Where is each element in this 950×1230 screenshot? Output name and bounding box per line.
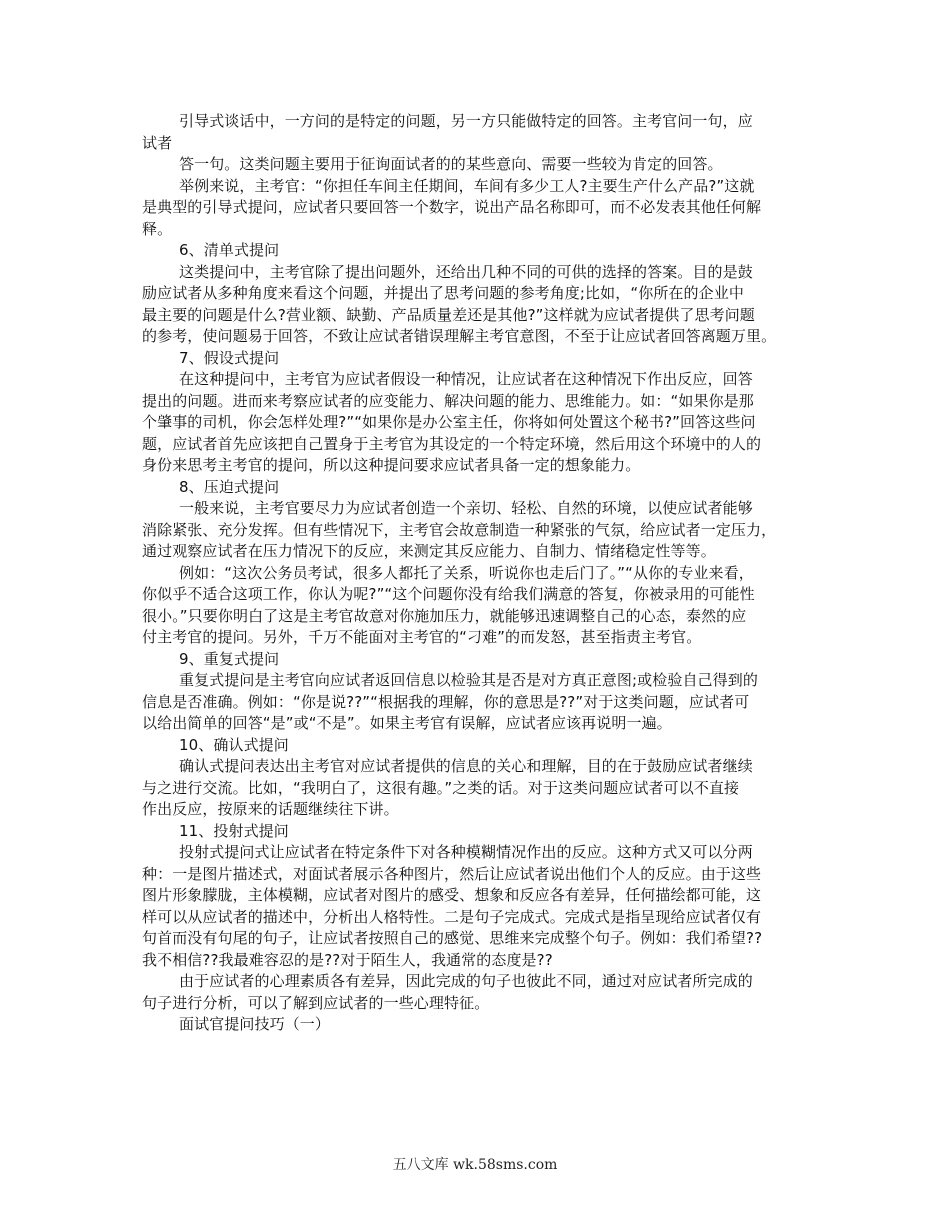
text-line: 最主要的问题是什么?营业额、缺勤、产品质量差还是其他?”这样就为应试者提供了思考问题 — [142, 305, 755, 324]
text-line: 举例来说，主考官：“你担任车间主任期间，车间有多少工人?主要生产什么产品?”这就 — [179, 176, 755, 195]
text-line: 7、假设式提问 — [179, 348, 280, 367]
text-line: 励应试者从多种角度来看这个问题，并提出了思考问题的参考角度;比如，“你所在的企业中 — [142, 284, 744, 302]
text-line: 很小。”只要你明白了这是主考官故意对你施加压力，就能够迅速调整自己的心态，泰然的应 — [142, 606, 747, 625]
text-line: 的参考，使问题易于回答，不致让应试者错误理解主考官意图，不至于让应试者回答离题万里。 — [142, 327, 777, 345]
text-line: 释。 — [142, 219, 173, 238]
text-line: 11、投射式提问 — [179, 821, 289, 840]
text-line: 一般来说，主考官要尽力为应试者创造一个亲切、轻松、自然的环境，以使应试者能够 — [179, 499, 753, 517]
text-line: 句首而没有句尾的句子，让应试者按照自己的感觉、思维来完成整个句子。例如：我们希望?? — [142, 929, 763, 947]
text-line: 引导式谈话中，一方问的是特定的问题，另一方只能做特定的回答。主考官问一句，应 — [179, 112, 753, 130]
text-line: 这类提问中，主考官除了提出问题外，还给出几种不同的可供的选择的答案。目的是鼓 — [179, 262, 753, 281]
text-line: 我不相信??我最难容忍的是??对于陌生人，我通常的态度是?? — [142, 950, 553, 969]
text-line: 答一句。这类问题主要用于征询面试者的的某些意向、需要一些较为肯定的回答。 — [179, 155, 723, 173]
text-line: 是典型的引导式提问，应试者只要回答一个数字，说出产品名称即可，而不必发表其他任何解 — [142, 198, 762, 216]
text-line: 题，应试者首先应该把自己置身于主考官为其设定的一个特定环境，然后用这个环境中的人的 — [142, 434, 762, 453]
text-line: 投射式提问式让应试者在特定条件下对各种模糊情况作出的反应。这种方式又可以分两 — [179, 843, 753, 861]
text-line: 付主考官的提问。另外，千万不能面对主考官的“刁难”的而发怒，甚至指责主考官。 — [142, 628, 702, 646]
text-line: 图片形象朦胧，主体模糊，应试者对图片的感受、想象和反应各有差异，任何描绘都可能，这 — [142, 886, 762, 904]
text-line: 10、确认式提问 — [179, 735, 289, 754]
text-line: 你似乎不适合这项工作，你认为呢?”“这个问题你没有给我们满意的答复，你被录用的可能性 — [142, 585, 755, 603]
text-line: 信息是否准确。例如：“你是说??”“根据我的理解，你的意思是??”对于这类问题，应试者可 — [142, 692, 750, 711]
text-line: 在这种提问中，主考官为应试者假设一种情况，让应试者在这种情况下作出反应，回答 — [179, 370, 753, 388]
text-line: 试者 — [142, 133, 173, 152]
text-line: 消除紧张、充分发挥。但有些情况下，主考官会故意制造一种紧张的气氛，给应试者一定压力， — [142, 520, 777, 539]
text-line: 提出的问题。进而来考察应试者的应变能力、解决问题的能力、思维能力。如：“如果你是那 — [142, 391, 754, 410]
text-line: 样可以从应试者的描述中，分析出人格特性。二是句子完成式。完成式是指呈现给应试者仅有 — [142, 907, 762, 926]
text-line: 种：一是图片描述式，对面试者展示各种图片，然后让应试者说出他们个人的反应。由于这些 — [142, 864, 762, 883]
text-line: 句子进行分析，可以了解到应试者的一些心理特征。 — [142, 993, 490, 1012]
text-line: 例如：“这次公务员考试，很多人都托了关系，听说你也走后门了。”“从你的专业来看， — [179, 563, 754, 582]
text-line: 作出反应，按原来的话题继续往下讲。 — [142, 800, 399, 818]
text-line: 由于应试者的心理素质各有差异，因此完成的句子也彼此不同，通过对应试者所完成的 — [179, 972, 753, 990]
text-line: 通过观察应试者在压力情况下的反应，来测定其反应能力、自制力、情绪稳定性等等。 — [142, 542, 716, 560]
footer-watermark: 五八文库 wk.58sms.com — [392, 1157, 558, 1173]
text-line: 重复式提问是主考官向应试者返回信息以检验其是否是对方真正意图;或检验自己得到的 — [179, 671, 758, 689]
text-line: 身份来思考主考官的提问，所以这种提问要求应试者具备一定的想象能力。 — [142, 456, 641, 474]
text-line: 9、重复式提问 — [179, 649, 280, 668]
text-line: 确认式提问表达出主考官对应试者提供的信息的关心和理解，目的在于鼓励应试者继续 — [179, 757, 753, 775]
text-line: 8、压迫式提问 — [179, 477, 280, 496]
text-line: 6、清单式提问 — [179, 241, 280, 259]
text-line: 以给出简单的回答“是”或“不是”。如果主考官有误解，应试者应该再说明一遍。 — [142, 714, 672, 732]
document-body — [142, 111, 822, 1036]
text-line: 个肇事的司机，你会怎样处理?”“如果你是办公室主任，你将如何处置这个秘书?”回答这些问 — [142, 413, 756, 431]
text-line: 与之进行交流。比如，“我明白了，这很有趣。”之类的话。对于这类问题应试者可以不直接 — [142, 778, 740, 797]
text-line: 面试官提问技巧（一） — [179, 1015, 331, 1033]
